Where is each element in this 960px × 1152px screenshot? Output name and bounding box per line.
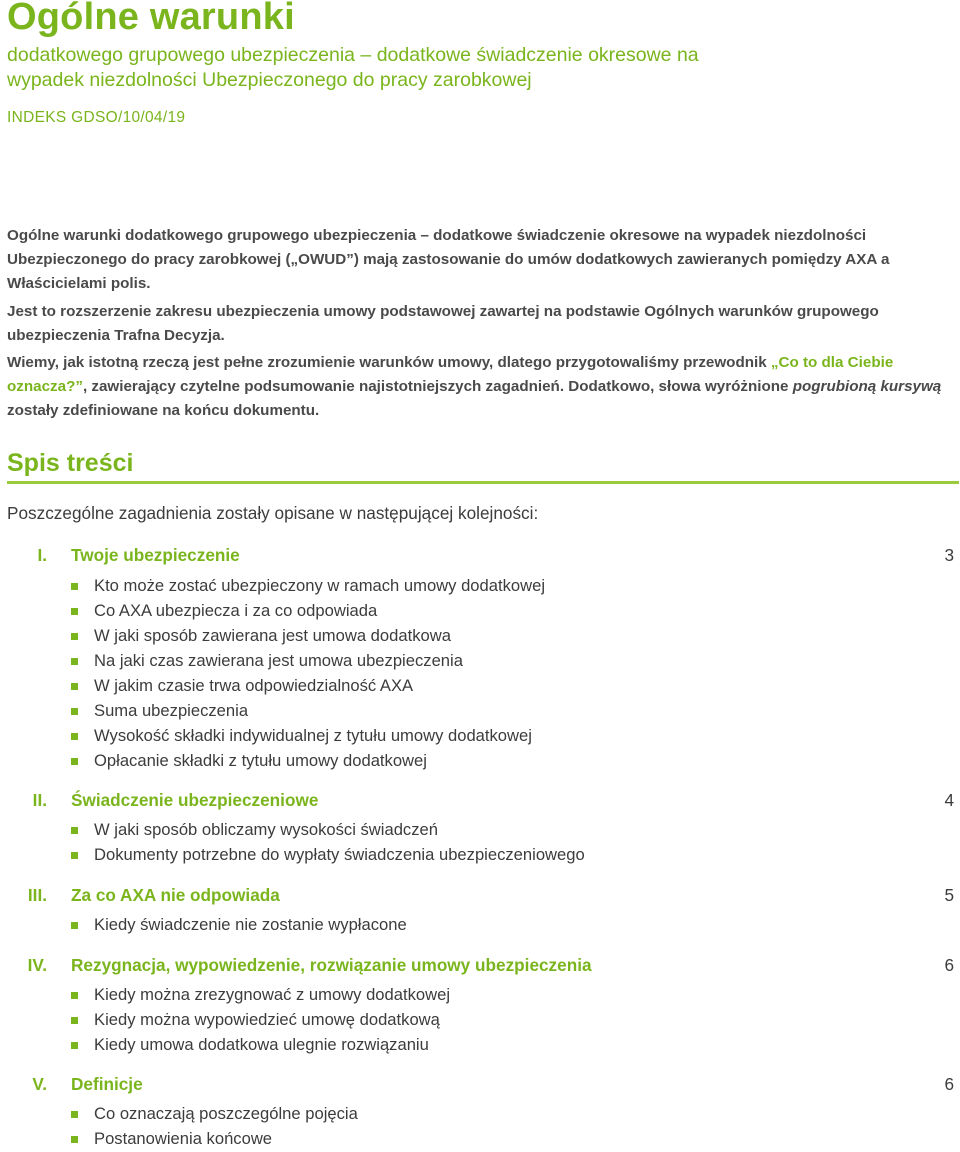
toc-page-number: 3 (944, 545, 954, 565)
bullet-icon (71, 922, 78, 929)
toc-heading: Spis treści (7, 447, 959, 484)
toc-section[interactable] (7, 1072, 954, 1096)
bullet-icon (71, 658, 78, 665)
toc-item[interactable]: Wysokość składki indywidualnej z tytułu umowy dodatkowej (94, 726, 532, 745)
toc-item[interactable]: Kiedy można wypowiedzieć umowę dodatkową (94, 1010, 440, 1029)
toc-item[interactable]: Opłacanie składki z tytułu umowy dodatkowej (94, 751, 427, 770)
toc-section-number: I. (37, 545, 47, 565)
bullet-icon (71, 1042, 78, 1049)
toc-section-number: II. (32, 790, 47, 810)
intro-p3-emphasis: pogrubioną kursywą (792, 378, 942, 396)
bullet-icon (71, 827, 78, 834)
bullet-icon (71, 992, 78, 999)
bullet-icon (71, 1111, 78, 1118)
toc-item[interactable]: W jakim czasie trwa odpowiedzialność AXA (94, 676, 414, 695)
guide-link[interactable]: „Co to dla Ciebie oznacza?” (7, 354, 894, 396)
toc-page-number: 4 (944, 790, 954, 810)
toc-item[interactable]: Kiedy umowa dodatkowa ulegnie rozwiązaniu (94, 1035, 429, 1054)
toc-item[interactable]: Kto może zostać ubezpieczony w ramach umowy dodatkowej (94, 576, 546, 595)
toc-item[interactable]: Co AXA ubezpiecza i za co odpowiada (94, 601, 378, 620)
toc-section[interactable] (7, 953, 954, 977)
toc-item[interactable]: Co oznaczają poszczególne pojęcia (94, 1104, 358, 1123)
bullet-icon (71, 758, 78, 765)
intro-text (7, 224, 955, 427)
intro-p3-part-a: Wiemy, jak istotną rzeczą jest pełne zrozumienie warunków umowy, dlatego przygotowaliśmy przewodnik (7, 354, 771, 372)
bullet-icon (71, 733, 78, 740)
intro-paragraph-1: Ogólne warunki dodatkowego grupowego ubezpieczenia – dodatkowe świadczenie okresowe na wypadek niezdolności Ubezpieczonego do pracy zarobkowej („OWUD”) mają zastosowanie do umów dodatkowych zawieranych pomiędzy AXA a Właścicielami polis. (7, 227, 890, 293)
toc-item[interactable]: W jaki sposób zawierana jest umowa dodatkowa (94, 626, 451, 645)
toc-section[interactable] (7, 543, 954, 567)
bullet-icon (71, 1017, 78, 1024)
toc-section-number: V. (32, 1074, 47, 1094)
bullet-icon (71, 708, 78, 715)
toc-item[interactable]: W jaki sposób obliczamy wysokości świadczeń (94, 820, 438, 839)
toc-item[interactable]: Postanowienia końcowe (94, 1129, 273, 1148)
bullet-icon (71, 1136, 78, 1143)
toc-section[interactable] (7, 883, 954, 907)
toc-lead: Poszczególne zagadnienia zostały opisane w następującej kolejności: (7, 503, 539, 523)
toc-section-title[interactable]: Świadczenie ubezpieczeniowe (71, 790, 319, 810)
toc-section-number: III. (27, 885, 47, 905)
document-title: Ogólne warunki (7, 0, 295, 38)
toc-item[interactable]: Suma ubezpieczenia (94, 701, 249, 720)
toc-section-title[interactable]: Definicje (71, 1074, 143, 1094)
toc-page-number: 6 (944, 1074, 954, 1094)
intro-p3-part-c: zostały zdefiniowane na końcu dokumentu. (7, 402, 320, 420)
toc-section-title[interactable]: Rezygnacja, wypowiedzenie, rozwiązanie umowy ubezpieczenia (71, 955, 592, 975)
intro-p3-part-b: , zawierający czytelne podsumowanie najistotniejszych zagadnień. Dodatkowo, słowa wyróżnione (82, 378, 793, 396)
intro-paragraph-2: Jest to rozszerzenie zakresu ubezpieczenia umowy podstawowej zawartej na podstawie Ogólnych warunków grupowego ubezpieczenia Trafna Decyzja. (7, 302, 879, 344)
document-index: INDEKS GDSO/10/04/19 (7, 109, 186, 126)
toc-section[interactable] (7, 788, 954, 812)
document-subtitle: dodatkowego grupowego ubezpieczenia – dodatkowe świadczenie okresowe na wypadek niezdolności Ubezpieczonego do pracy zarobkowej (7, 44, 699, 91)
toc-section-title[interactable]: Za co AXA nie odpowiada (71, 885, 280, 905)
toc-item[interactable]: Kiedy można zrezygnować z umowy dodatkowej (94, 985, 451, 1004)
bullet-icon (71, 633, 78, 640)
toc-section-title[interactable]: Twoje ubezpieczenie (71, 545, 240, 565)
bullet-icon (71, 852, 78, 859)
intro-paragraph-3 (7, 351, 955, 424)
toc-page-number: 5 (944, 885, 954, 905)
toc-section-number: IV. (27, 955, 47, 975)
toc-page-number: 6 (944, 955, 954, 975)
bullet-icon (71, 583, 78, 590)
bullet-icon (71, 683, 78, 690)
bullet-icon (71, 608, 78, 615)
toc-item[interactable]: Kiedy świadczenie nie zostanie wypłacone (94, 915, 407, 934)
toc-item[interactable]: Na jaki czas zawierana jest umowa ubezpieczenia (94, 651, 463, 670)
toc-item[interactable]: Dokumenty potrzebne do wypłaty świadczenia ubezpieczeniowego (94, 845, 585, 864)
